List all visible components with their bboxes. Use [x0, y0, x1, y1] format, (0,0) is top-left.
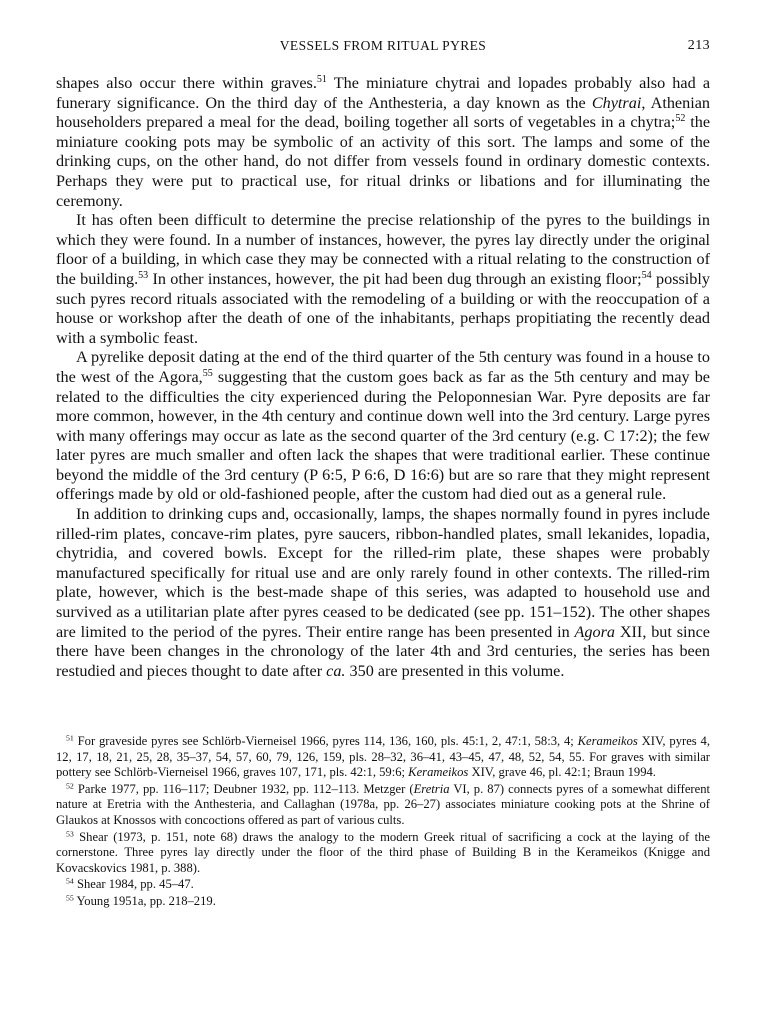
- body-text: [56, 74, 710, 681]
- footnote-ref[interactable]: 51: [316, 73, 327, 85]
- paragraph: In addition to drinking cups and, occasionally, lamps, the shapes normally found in pyres include rilled-rim plates, concave-rim plates, pyre saucers, ribbon-handled plates, small lekanides, lopadia, chytridia, and covered bowls. Except for the rilled-rim plate, these shapes were probably manufactured specifically for ritual use and are only rarely found in other contexts. The rilled-rim plate, however, which is the best-made shape of this series, was adapted to household use and survived as a utilitarian plate after pyres ceased to be dedicated (see pp. 151–152). The other shapes are limited to the period of the pyres. Their entire range has been presented in Agora XII, but since there have been changes in the chronology of the later 4th and 3rd centuries, the series has been restudied and pieces thought to date after ca. 350 are presented in this volume.: [56, 505, 710, 680]
- running-title: VESSELS FROM RITUAL PYRES: [279, 38, 487, 53]
- footnote-51: $^{51}$ For graveside pyres see Schlörb-Vierneisel 1966, pyres 114, 136, 160, pls. 45:1, 2, 47:1, 58:3, 4; Kerameikos XIV, pyres 4, 12, 17, 18, 21, 25, 28, 35–37, 54, 57, 60, 79, 126, 159, pls. 28–32, 36–41, 43–45, 47, 48, 52, 54, 55. For graves with similar pottery see Schlörb-Vierneisel 1966, graves 107, 171, pls. 42:1, 59:6; Kerameikos XIV, grave 46, pl. 42:1; Braun 1994.: [56, 733, 711, 780]
- footnote-53: $^{53}$ Shear (1973, p. 151, note 68) draws the analogy to the modern Greek ritual of sacrificing a cock at the laying of the cornerstone. Three pyres lay directly under the floor of the third phase of Building B in the Kerameikos (Knigge and Kovacskovics 1981, p. 388).: [56, 828, 710, 875]
- footnote-55: $^{55}$ Young 1951a, pp. 218–219.: [66, 893, 216, 908]
- paragraph: It has often been difficult to determine the precise relationship of the pyres to the buildings in which they were found. In a number of instances, however, the pyres lay directly under the original floor of a building, in which case they may be connected with a ritual relating to the construction of the building.$^{53}$ In other instances, however, the pit had been dug through an existing floor;$^{54}$ possibly such pyres record rituals associated with the remodeling of a building or with the reoccupation of a house or workshop after the death of one of the inhabitants, perhaps propitiating the recently dead with a symbolic feast.: [56, 211, 710, 347]
- running-header: [56, 38, 710, 60]
- footnote-ref[interactable]: 54: [641, 269, 652, 281]
- page: [56, 38, 710, 681]
- footnote-ref[interactable]: 55: [202, 367, 213, 379]
- page-number: 213: [687, 38, 710, 53]
- footnote-ref[interactable]: 52: [675, 113, 686, 125]
- footnote-ref[interactable]: 53: [138, 269, 149, 281]
- paragraph: A pyrelike deposit dating at the end of the third quarter of the 5th century was found in a house to the west of the Agora,$^{55}$ suggesting that the custom goes back as far as the 5th century and may be related to the difficulties the city experienced during the Peloponnesian War. Pyre deposits are far more common, however, in the 4th century and continue down well into the 3rd century. Large pyres with many offerings may occur as late as the second quarter of the 3rd century (e.g. C 17:2); the few later pyres are much smaller and often lack the shapes that were traditional earlier. These continue beyond the middle of the 3rd century (P 6:5, P 6:6, D 16:6) but are so rare that they might represent offerings made by old or old-fashioned people, after the custom had died out as a general rule.: [56, 348, 710, 504]
- footnote-54: $^{54}$ Shear 1984, pp. 45–47.: [66, 876, 194, 892]
- paragraph: shapes also occur there within graves.$^{51}$ The miniature chytrai and lopades probably also had a funerary significance. On the third day of the Anthesteria, a day known as the Chytrai, Athenian householders prepared a meal for the dead, boiling together all sorts of vegetables in a chytra;$^{52}$ the miniature cooking pots may be symbolic of an activity of this sort. The lamps and some of the drinking cups, on the other hand, do not differ from vessels found in ordinary domestic contexts. Perhaps they were put to practical use, for ritual drinks or libations and for illuminating the ceremony.: [56, 73, 710, 210]
- footnotes: [56, 734, 710, 911]
- footnote-52: $^{52}$ Parke 1977, pp. 116–117; Deubner 1932, pp. 112–113. Metzger (Eretria VI, p. 87) connects pyres of a somewhat different nature at Eretria with the Anthesteria, and Callaghan (1978a, pp. 26–27) associates miniature cooking pots at the Shrine of Glaukos at Knossos with concoctions offered as part of various cults.: [56, 781, 710, 827]
